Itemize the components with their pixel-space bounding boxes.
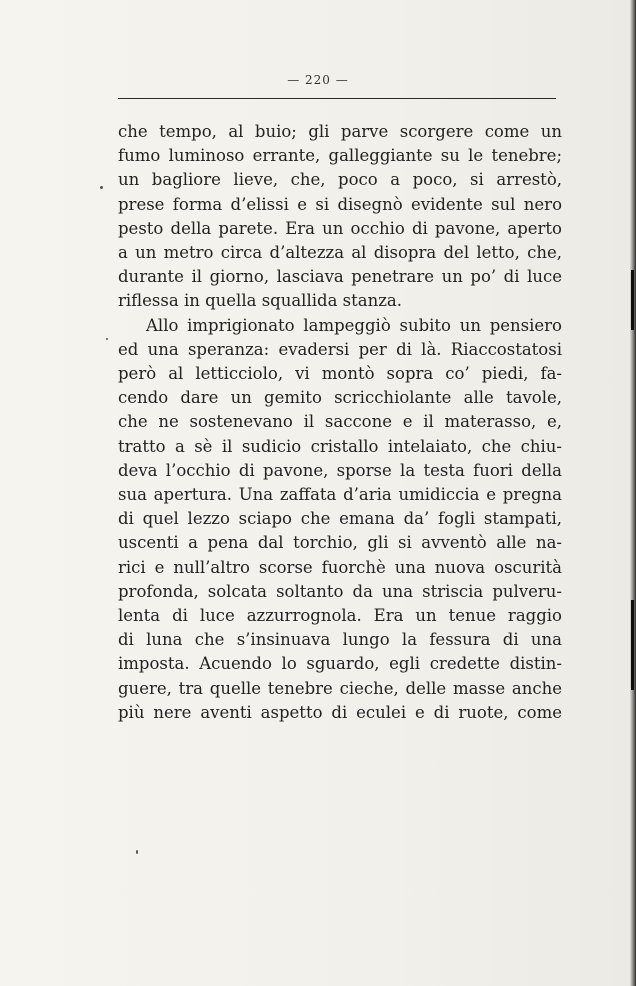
header-rule — [118, 98, 556, 99]
text-line: di quel lezzo sciapo che emana da’ fogli stampati, — [118, 509, 562, 529]
text-line: imposta. Acuendo lo sguardo, egli credette distin- — [118, 654, 562, 674]
text-line: fumo luminoso errante, galleggiante su le tenebre; — [118, 146, 562, 166]
text-line: ed una speranza: evadersi per di là. Riaccostatosi — [118, 339, 562, 359]
page-speck — [106, 338, 108, 340]
text-line: un bagliore lieve, che, poco a poco, si arrestò, — [118, 170, 562, 190]
text-line: tratto a sè il sudicio cristallo intelaiato, che chiu- — [118, 436, 562, 456]
binding-shadow — [630, 0, 636, 986]
page-speck — [136, 850, 138, 854]
text-line: Allo imprigionato lampeggiò subito un pensiero — [146, 315, 562, 335]
body-text — [118, 120, 562, 725]
paragraph-2 — [118, 314, 562, 725]
text-line: di luna che s’insinuava lungo la fessura di una — [118, 630, 562, 650]
text-line: però al letticciolo, vi montò sopra co’ piedi, fa- — [118, 364, 562, 384]
text-line: sua apertura. Una zaffata d’aria umidiccia e pregna — [118, 485, 562, 505]
text-line: cendo dare un gemito scricchiolante alle tavole, — [118, 388, 562, 408]
text-line: pesto della parete. Era un occhio di pavone, aperto — [118, 218, 562, 238]
text-line: prese forma d’elissi e si disegnò evidente sul nero — [118, 194, 562, 214]
text-line: a un metro circa d’altezza al disopra del letto, che, — [118, 243, 562, 263]
text-line: profonda, solcata soltanto da una striscia pulveru- — [118, 581, 562, 601]
page-number: — 220 — — [287, 73, 349, 87]
text-line: durante il giorno, lasciava penetrare un po’ di luce — [118, 267, 562, 287]
text-line: che ne sostenevano il saccone e il materasso, e, — [118, 412, 562, 432]
text-line: rici e null’altro scorse fuorchè una nuova oscurità — [118, 557, 562, 577]
text-line: che tempo, al buio; gli parve scorgere come un — [118, 122, 562, 141]
text-line: più nere aventi aspetto di eculei e di ruote, come — [118, 702, 562, 722]
paragraph-1 — [118, 120, 562, 314]
text-line: riflessa in quella squallida stanza. — [118, 291, 402, 311]
binding-mark — [631, 270, 634, 330]
text-line: uscenti a pena dal torchio, gli si avventò alle na- — [118, 533, 562, 553]
text-line: deva l’occhio di pavone, sporse la testa fuori della — [118, 460, 562, 480]
page-speck — [100, 186, 103, 189]
text-line: lenta di luce azzurrognola. Era un tenue raggio — [118, 606, 562, 626]
binding-mark — [631, 600, 634, 690]
text-line: guere, tra quelle tenebre cieche, delle masse anche — [118, 678, 562, 698]
